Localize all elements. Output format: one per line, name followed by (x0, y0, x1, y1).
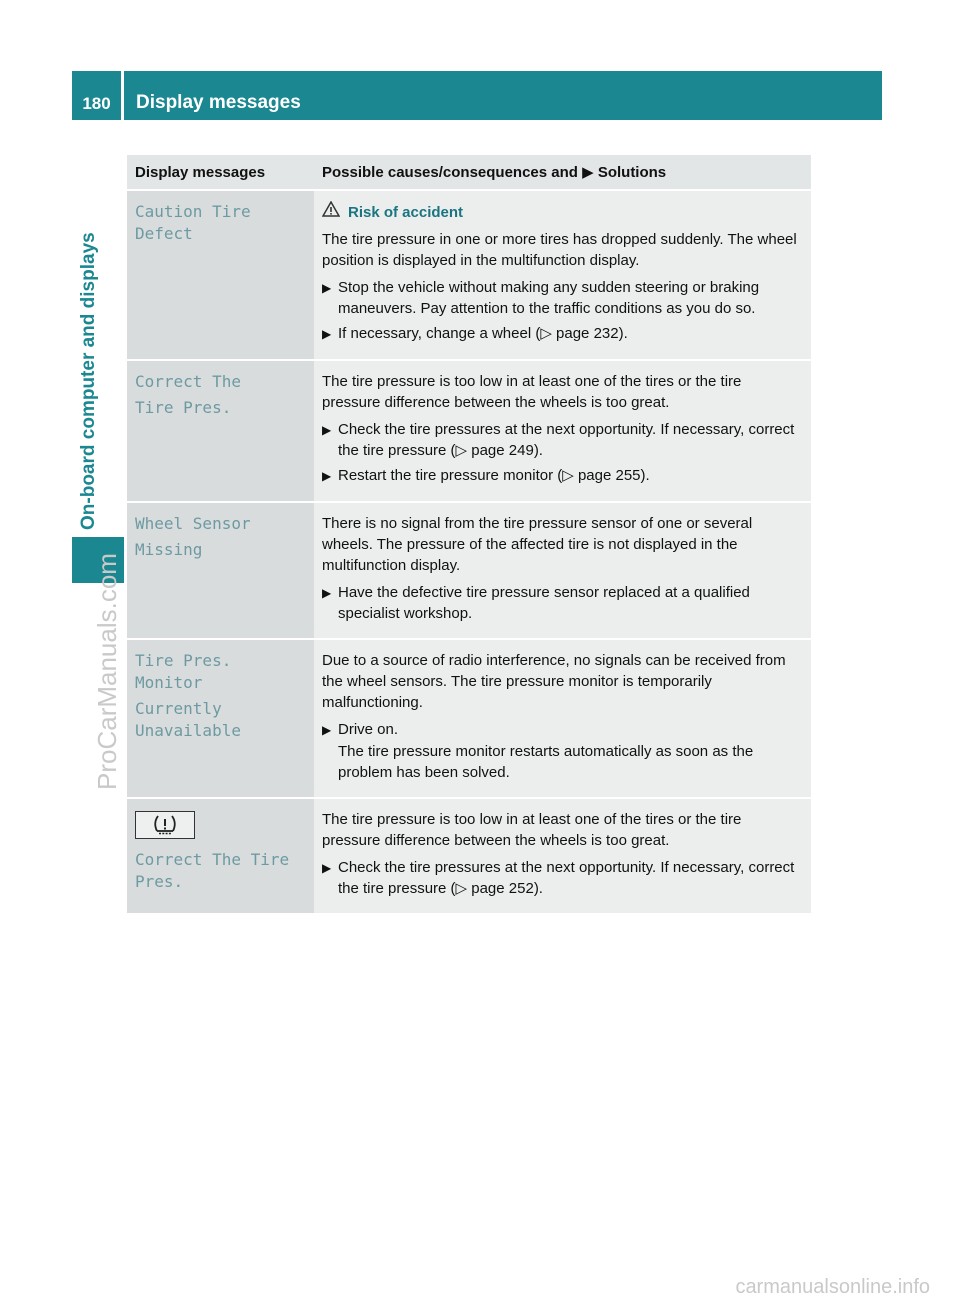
table-row (127, 502, 811, 639)
message-line: Missing (135, 540, 203, 559)
message-line: Wheel Sensor (135, 514, 251, 533)
solution-cell (314, 639, 811, 798)
tire-pressure-warning-icon (135, 811, 195, 839)
message-cell (127, 190, 314, 360)
solution-result (322, 741, 803, 783)
warning-triangle-icon (322, 201, 348, 223)
solution-step (322, 277, 803, 319)
page-number: 180 (72, 71, 124, 120)
message-line: Tire Pres. Monitor (135, 651, 232, 692)
step-text: Check the tire pressures at the next opportunity. If necessary, correct the tire pressure (▷ page 249). (338, 421, 795, 459)
result-text: The tire pressure monitor restarts automatically as soon as the problem has been solved. (338, 743, 754, 781)
message-cell (127, 798, 314, 914)
solution-cell (314, 502, 811, 639)
solution-step (322, 323, 803, 345)
table-header-row (127, 155, 811, 190)
arrow-bullet-icon: ▶ (322, 327, 332, 341)
step-text: If necessary, change a wheel (▷ page 232). (338, 325, 628, 342)
description-text: The tire pressure is too low in at least one of the tires or the tire pressure difference between the wheels is too great. (322, 373, 742, 411)
arrow-bullet-icon: ▶ (322, 861, 332, 875)
description-text: The tire pressure in one or more tires has dropped suddenly. The wheel position is displayed in the multifunction display. (322, 231, 797, 269)
page-header (72, 71, 882, 120)
arrow-bullet-icon: ▶ (322, 586, 332, 600)
warning-label: Risk of accident (348, 203, 464, 221)
solution-step (322, 719, 803, 741)
warning-heading (322, 201, 803, 223)
table-row (127, 360, 811, 502)
step-text: Restart the tire pressure monitor (▷ page 255). (338, 467, 650, 484)
solution-step (322, 419, 803, 461)
watermark: ProCarManuals.com (92, 553, 122, 790)
message-line: Correct The Tire (135, 850, 290, 869)
description-text: The tire pressure is too low in at least one of the tires or the tire pressure difference between the wheels is too great. (322, 811, 742, 849)
solution-cell (314, 798, 811, 914)
display-messages-table (127, 155, 811, 915)
message-line: Tire Pres. (135, 398, 232, 417)
footer-watermark: carmanualsonline.info (735, 1276, 930, 1298)
description-text: Due to a source of radio interference, no signals can be received from the wheel sensors. The tire pressure monitor is temporarily malfunctioning. (322, 652, 786, 711)
solution-cell (314, 190, 811, 360)
message-line: Pres. (135, 872, 184, 891)
section-side-tab: On-board computer and displays (78, 232, 99, 530)
arrow-bullet-icon: ▶ (322, 469, 332, 483)
message-cell (127, 360, 314, 502)
step-text: Drive on. (338, 721, 399, 738)
description-text: There is no signal from the tire pressure sensor of one or several wheels. The pressure of the affected tire is not displayed in the multifunction display. (322, 515, 753, 574)
solution-cell (314, 360, 811, 502)
arrow-bullet-icon: ▶ (322, 723, 332, 737)
message-cell (127, 639, 314, 798)
message-line: Caution Tire Defect (135, 202, 251, 243)
step-text: Stop the vehicle without making any sudden steering or braking maneuvers. Pay attention to the traffic conditions as you do so. (338, 279, 760, 317)
solution-step (322, 857, 803, 899)
message-cell (127, 502, 314, 639)
step-text: Have the defective tire pressure sensor replaced at a qualified specialist workshop. (338, 584, 750, 622)
solution-step (322, 582, 803, 624)
table-row (127, 190, 811, 360)
message-line: Unavailable (135, 721, 241, 740)
message-line: Currently (135, 699, 222, 718)
solution-step (322, 465, 803, 487)
step-text: Check the tire pressures at the next opportunity. If necessary, correct the tire pressure (▷ page 252). (338, 859, 795, 897)
table-row (127, 798, 811, 914)
page-title: Display messages (136, 92, 301, 113)
arrow-bullet-icon: ▶ (322, 423, 332, 437)
message-line: Correct The (135, 372, 241, 391)
column-header-solutions: Possible causes/consequences and ▶ Solutions (314, 155, 811, 190)
table-row (127, 639, 811, 798)
column-header-messages: Display messages (127, 155, 314, 190)
arrow-bullet-icon: ▶ (322, 281, 332, 295)
